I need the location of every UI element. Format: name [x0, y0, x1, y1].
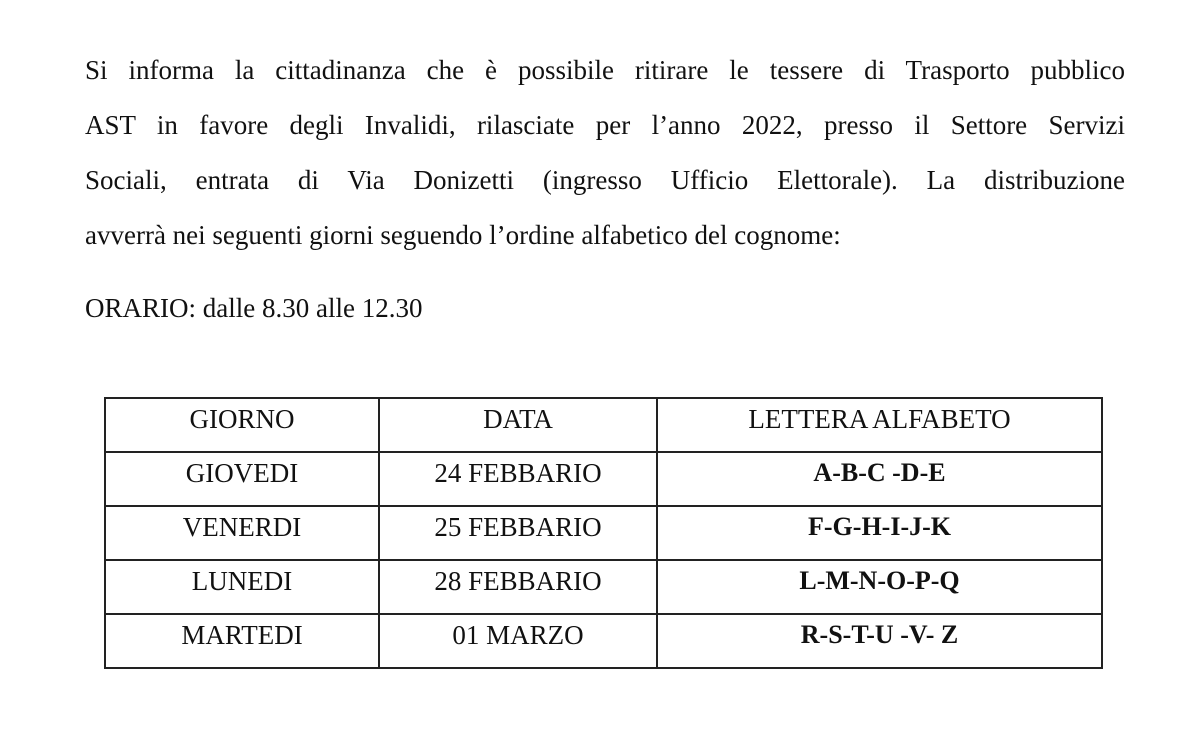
cell-date: 25 FEBBARIO	[379, 506, 657, 560]
distribution-schedule-table	[104, 397, 1103, 669]
cell-day: VENERDI	[105, 506, 379, 560]
cell-day: MARTEDI	[105, 614, 379, 668]
cell-date: 01 MARZO	[379, 614, 657, 668]
cell-letters: A-B-C -D-E	[657, 452, 1102, 506]
cell-date: 28 FEBBARIO	[379, 560, 657, 614]
cell-letters: R-S-T-U -V- Z	[657, 614, 1102, 668]
header-lettera: LETTERA ALFABETO	[657, 398, 1102, 452]
header-giorno: GIORNO	[105, 398, 379, 452]
table-header-row	[105, 398, 1102, 452]
header-data: DATA	[379, 398, 657, 452]
paragraph-line: AST in favore degli Invalidi, rilasciate per l’anno 2022, presso il Settore Servizi	[85, 110, 1125, 140]
notice-paragraph	[85, 50, 1125, 270]
paragraph-line: avverrà nei seguenti giorni seguendo l’ordine alfabetico del cognome:	[85, 220, 841, 250]
cell-day: GIOVEDI	[105, 452, 379, 506]
cell-letters: L-M-N-O-P-Q	[657, 560, 1102, 614]
table-row	[105, 560, 1102, 614]
cell-day: LUNEDI	[105, 560, 379, 614]
table-row	[105, 506, 1102, 560]
paragraph-line: Si informa la cittadinanza che è possibile ritirare le tessere di Trasporto pubblico	[85, 55, 1125, 85]
table-row	[105, 452, 1102, 506]
opening-hours: ORARIO: dalle 8.30 alle 12.30	[85, 293, 423, 323]
cell-date: 24 FEBBARIO	[379, 452, 657, 506]
paragraph-line: Sociali, entrata di Via Donizetti (ingresso Ufficio Elettorale). La distribuzione	[85, 165, 1125, 195]
cell-letters: F-G-H-I-J-K	[657, 506, 1102, 560]
table-row	[105, 614, 1102, 668]
